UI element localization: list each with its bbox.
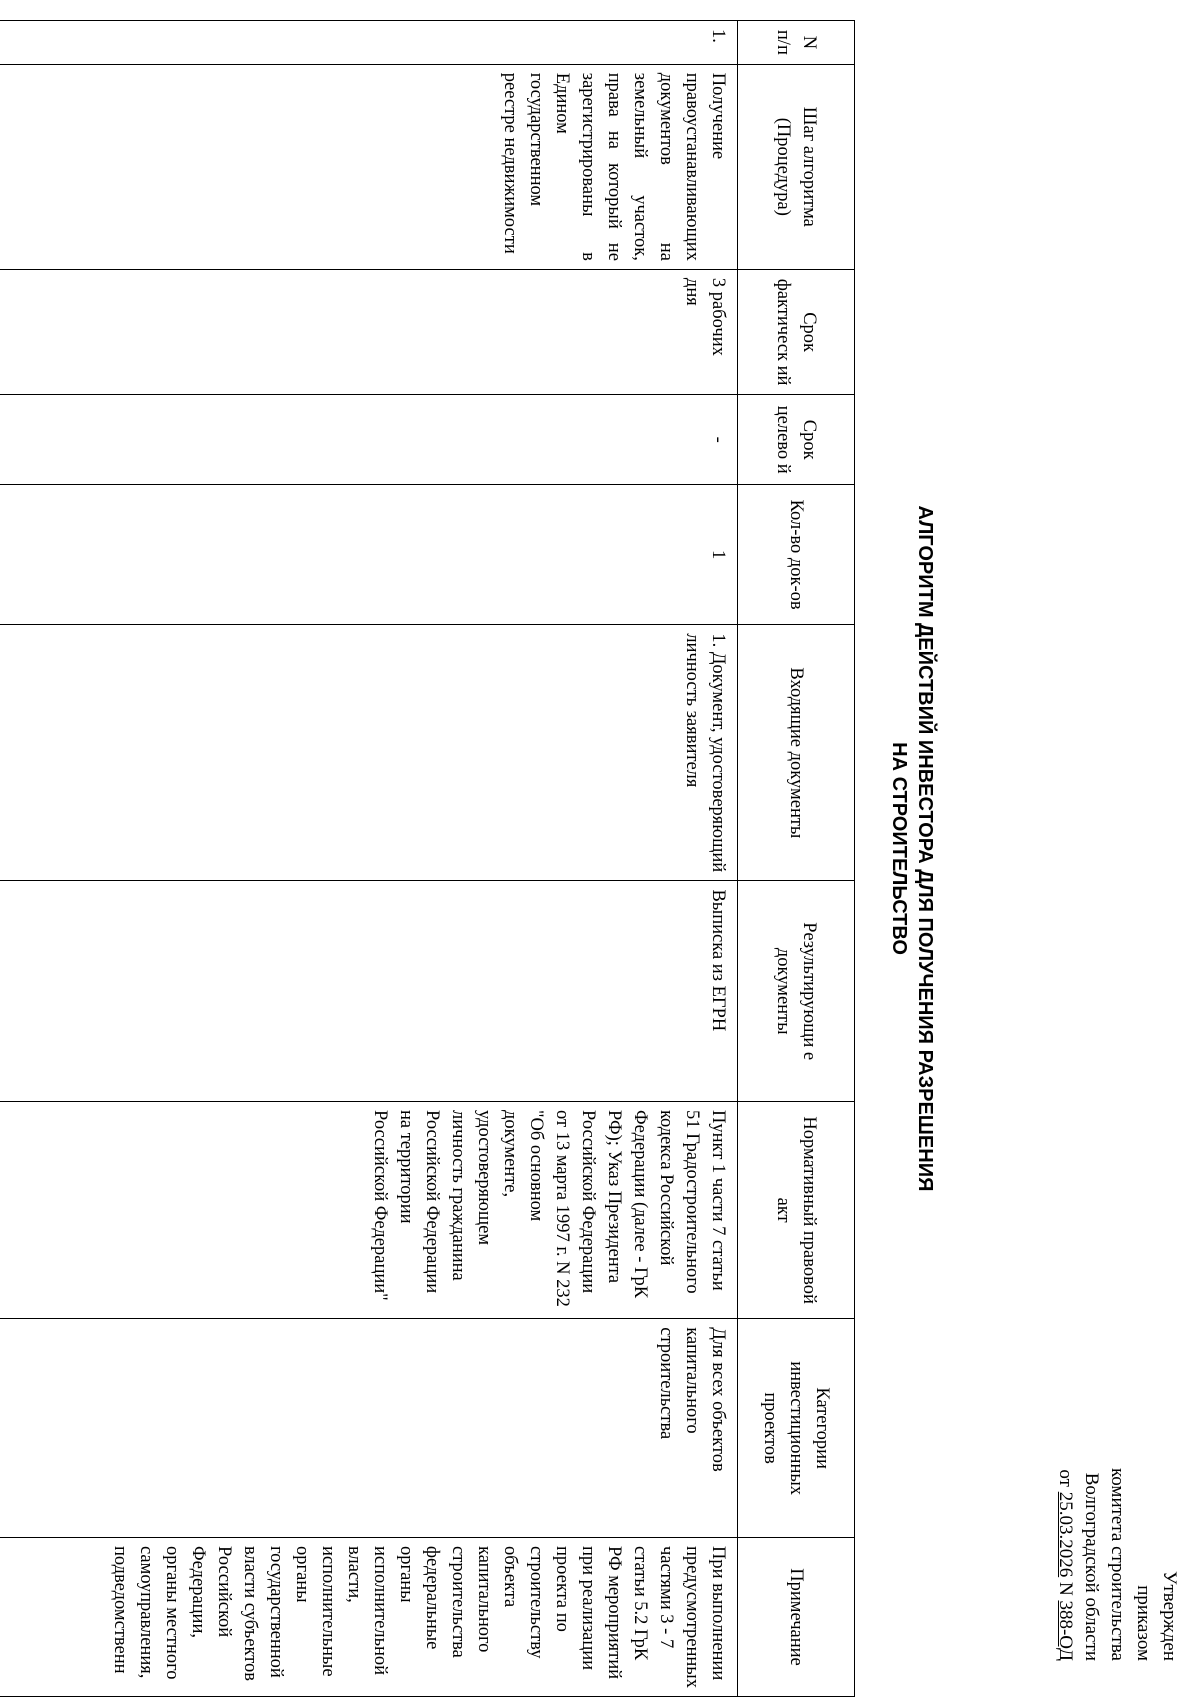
title-line-1: АЛГОРИТМ ДЕЙСТВИЙ ИНВЕСТОРА ДЛЯ ПОЛУЧЕНИЯ РАЗРЕШЕНИЯ [914, 505, 936, 1192]
header-cell: Шаг алгоритма (Процедура) [738, 64, 855, 269]
header-cell: Срок фактическ ий [738, 269, 855, 394]
approval-date: 25.03.2026 [1055, 1491, 1076, 1578]
title-line-2: НА СТРОИТЕЛЬСТВО [888, 742, 910, 955]
category-cell: Для всех объектов капитального строительства [0, 1319, 738, 1538]
actual-term-cell: 3 рабочих дня [0, 269, 738, 394]
document-title [886, 0, 938, 1697]
table-row [0, 21, 738, 1697]
approval-stamp [1052, 1468, 1182, 1661]
approval-line: Утвержден [1159, 1571, 1180, 1661]
doc-count-cell: 1 [0, 484, 738, 624]
target-term-cell: - [0, 395, 738, 485]
step-cell: Получение правоустанавливающих документов на земельный участок, права на который не зарегистрированы в Едином государственном реестре недвижимости [0, 64, 738, 269]
approval-line: приказом [1133, 1585, 1154, 1661]
header-cell: Примечание [738, 1537, 855, 1696]
note-cell: При выполнении предусмотренных частями 3 - 7 статьи 5.2 ГрК РФ мероприятий при реализации проекта по строительству объекта капитального строительства федеральные органы исполнительной власти, исполнительные органы государственной власти субъектов Российской Федерации, органы местного самоуправления, подведомственн [0, 1537, 738, 1696]
approval-prefix: от [1055, 1469, 1076, 1487]
input-docs-cell: 1. Документ, удостоверяющий личность заявителя [0, 625, 738, 881]
approval-number: 388-ОД [1055, 1600, 1076, 1661]
header-cell: Кол-во док-ов [738, 484, 855, 624]
header-cell: Результирующи е документы [738, 881, 855, 1102]
header-cell: Срок целево й [738, 395, 855, 485]
header-cell: Входящие документы [738, 625, 855, 881]
result-docs-cell: Выписка из ЕГРН [0, 881, 738, 1102]
approval-line: Волгоградской области [1081, 1472, 1102, 1661]
approval-line: комитета строительства [1107, 1468, 1128, 1661]
header-cell: Категории инвестиционных проектов [738, 1319, 855, 1538]
header-cell: N п/п [738, 21, 855, 65]
approval-n-label: N [1055, 1581, 1076, 1596]
approval-date-line [1052, 1468, 1078, 1661]
table-header-row [738, 21, 855, 1697]
legal-act-cell: Пункт 1 части 7 статьи 51 Градостроительного кодекса Российской Федерации (далее - ГрК РФ); Указ Президента Российской Федерации от 13 марта 1997 г. N 232 "Об основном документе, удостоверяющем личность гражданина Российской Федерации на территории Российской Федерации" [0, 1101, 738, 1318]
algorithm-table [0, 20, 855, 1697]
row-number-cell: 1. [0, 21, 738, 65]
header-cell: Нормативный правовой акт [738, 1101, 855, 1318]
